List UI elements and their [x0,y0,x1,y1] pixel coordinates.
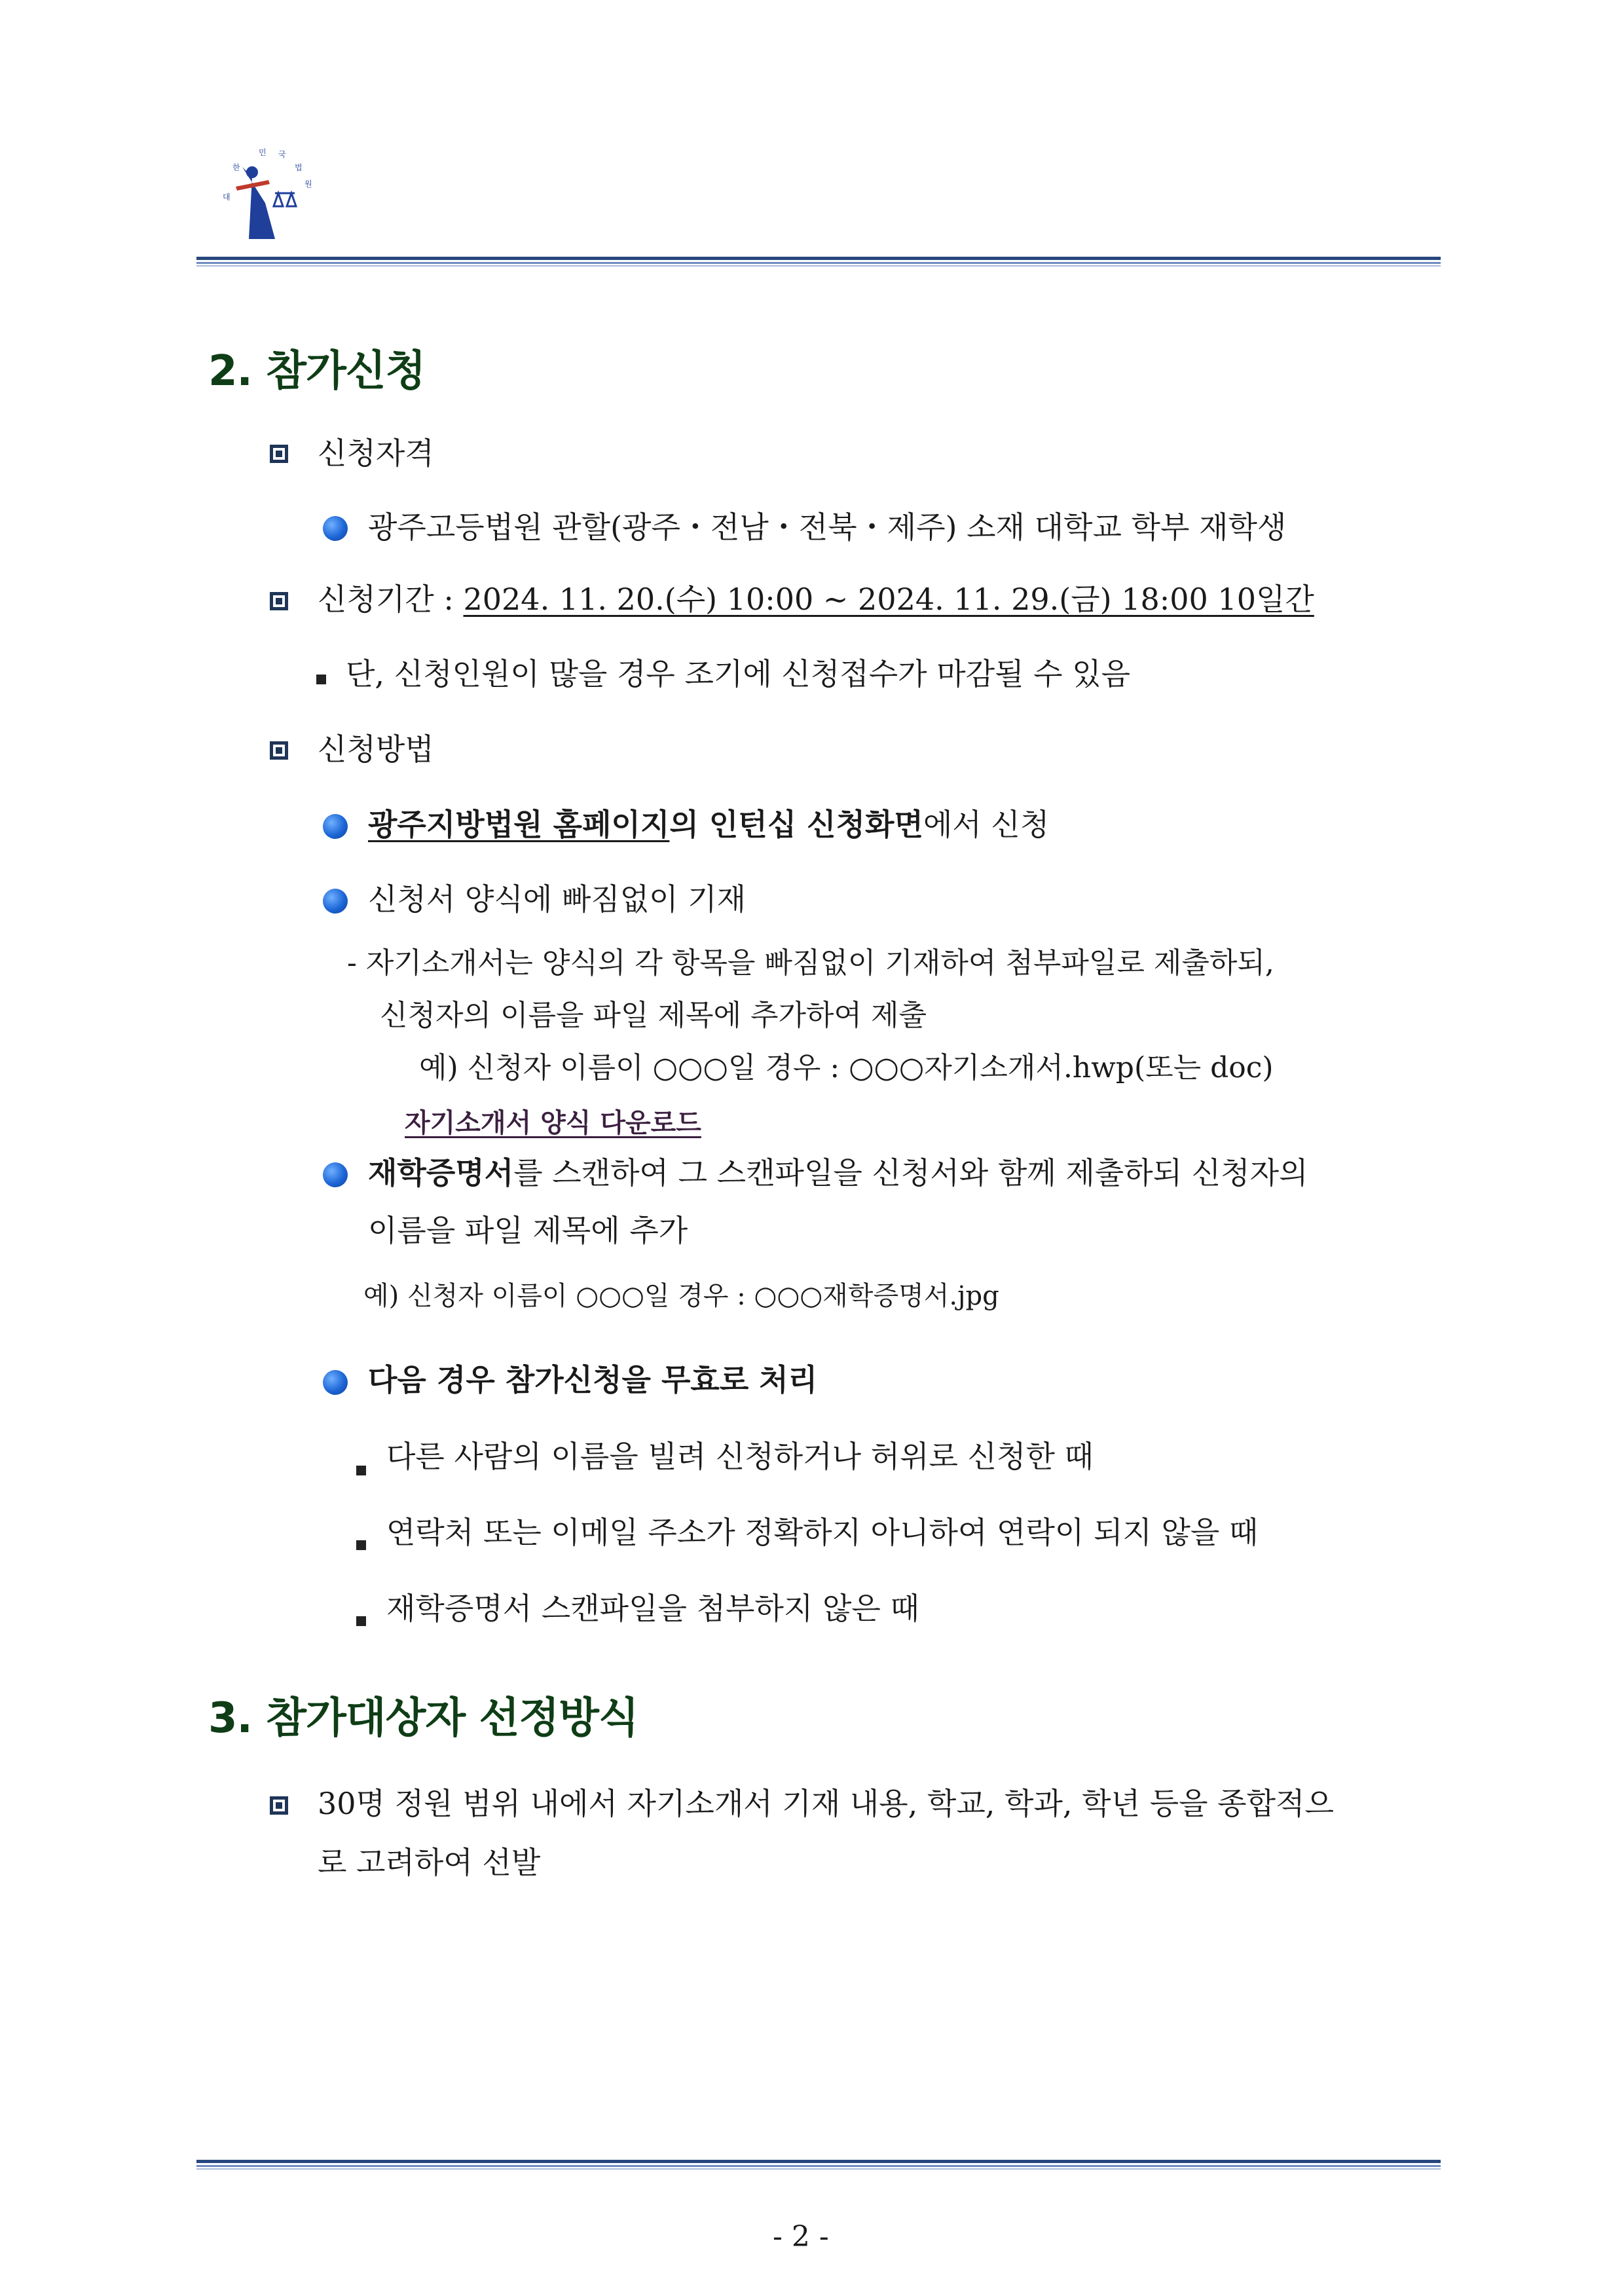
court-logo [196,141,327,252]
method-item-2-sub-1: - 자기소개서는 양식의 각 항목을 빠짐없이 기재하여 첨부파일로 제출하되, [347,946,1274,980]
blue-dot-icon [323,814,348,839]
court-homepage-link[interactable]: 광주지방법원 홈페이지 [368,807,670,842]
footer-rule [196,2160,1441,2170]
blue-dot-icon [323,1162,348,1187]
period-value: 2024. 11. 20.(수) 10:00 ~ 2024. 11. 29.(금) 18:00 10일간 [463,582,1314,617]
method-item-1 [368,807,1049,843]
eligibility-text: 광주고등법원 관할(광주・전남・전북・제주) 소재 대학교 학부 재학생 [368,509,1287,545]
invalid-case-2: 연락처 또는 이메일 주소가 정확하지 아니하여 연락이 되지 않을 때 [386,1515,1259,1550]
method-item-4: 다음 경우 참가신청을 무효로 처리 [368,1362,818,1398]
invalid-case-3: 재학증명서 스캔파일을 첨부하지 않은 때 [386,1591,919,1626]
svg-text:민: 민 [259,148,267,157]
blue-dot-icon [323,516,348,541]
method-item-2-sub-2: 신청자의 이름을 파일 제목에 추가하여 제출 [380,999,927,1032]
method-item-1-bold: 의 인턴십 신청화면 [669,807,923,842]
download-form-link[interactable]: 자기소개서 양식 다운로드 [405,1108,701,1138]
certificate-term: 재학증명서 [368,1155,514,1191]
small-square-bullet-icon [356,1540,366,1550]
section-3-title: 3. 참가대상자 선정방식 [208,1694,638,1743]
square-bullet-icon [270,592,288,610]
square-bullet-icon [270,445,288,463]
svg-text:법: 법 [295,163,303,172]
court-emblem-icon [196,141,327,252]
blue-dot-icon [323,1370,348,1395]
method-label: 신청방법 [318,731,434,767]
page-number: - 2 - [773,2220,829,2253]
method-item-3-line-2: 이름을 파일 제목에 추가 [368,1213,688,1248]
square-bullet-icon [270,1796,288,1815]
small-square-bullet-icon [356,1616,366,1626]
svg-text:국: 국 [278,150,286,159]
method-item-3-line-1 [368,1155,1308,1191]
method-item-2-example: 예) 신청자 이름이 ○○○일 경우 : ○○○자기소개서.hwp(또는 doc) [419,1051,1274,1084]
small-square-bullet-icon [356,1466,366,1475]
eligibility-label: 신청자격 [318,435,434,471]
invalid-case-1: 다른 사람의 이름을 빌려 신청하거나 허위로 신청한 때 [386,1439,1094,1474]
svg-text:원: 원 [304,179,312,189]
selection-line-1: 30명 정원 범위 내에서 자기소개서 기재 내용, 학교, 학과, 학년 등을 종합적으 [318,1786,1334,1821]
section-2-title: 2. 참가신청 [208,347,426,396]
square-bullet-icon [270,741,288,760]
method-item-3-text: 를 스캔하여 그 스캔파일을 신청서와 함께 제출하되 신청자의 [513,1155,1308,1191]
period-note: 단, 신청인원이 많을 경우 조기에 신청접수가 마감될 수 있음 [346,656,1131,692]
selection-line-2: 로 고려하여 선발 [318,1845,541,1880]
svg-text:한: 한 [232,163,240,172]
method-item-3-example: 예) 신청자 이름이 ○○○일 경우 : ○○○재학증명서.jpg [363,1281,999,1311]
method-item-2: 신청서 양식에 빠짐없이 기재 [368,881,747,917]
header-rule [196,257,1441,267]
period-row [318,582,1314,618]
blue-dot-icon [323,889,348,914]
period-label: 신청기간 : [318,582,464,617]
method-item-1-tail: 에서 신청 [923,807,1050,842]
small-square-bullet-icon [316,675,326,684]
svg-text:대: 대 [223,193,231,202]
